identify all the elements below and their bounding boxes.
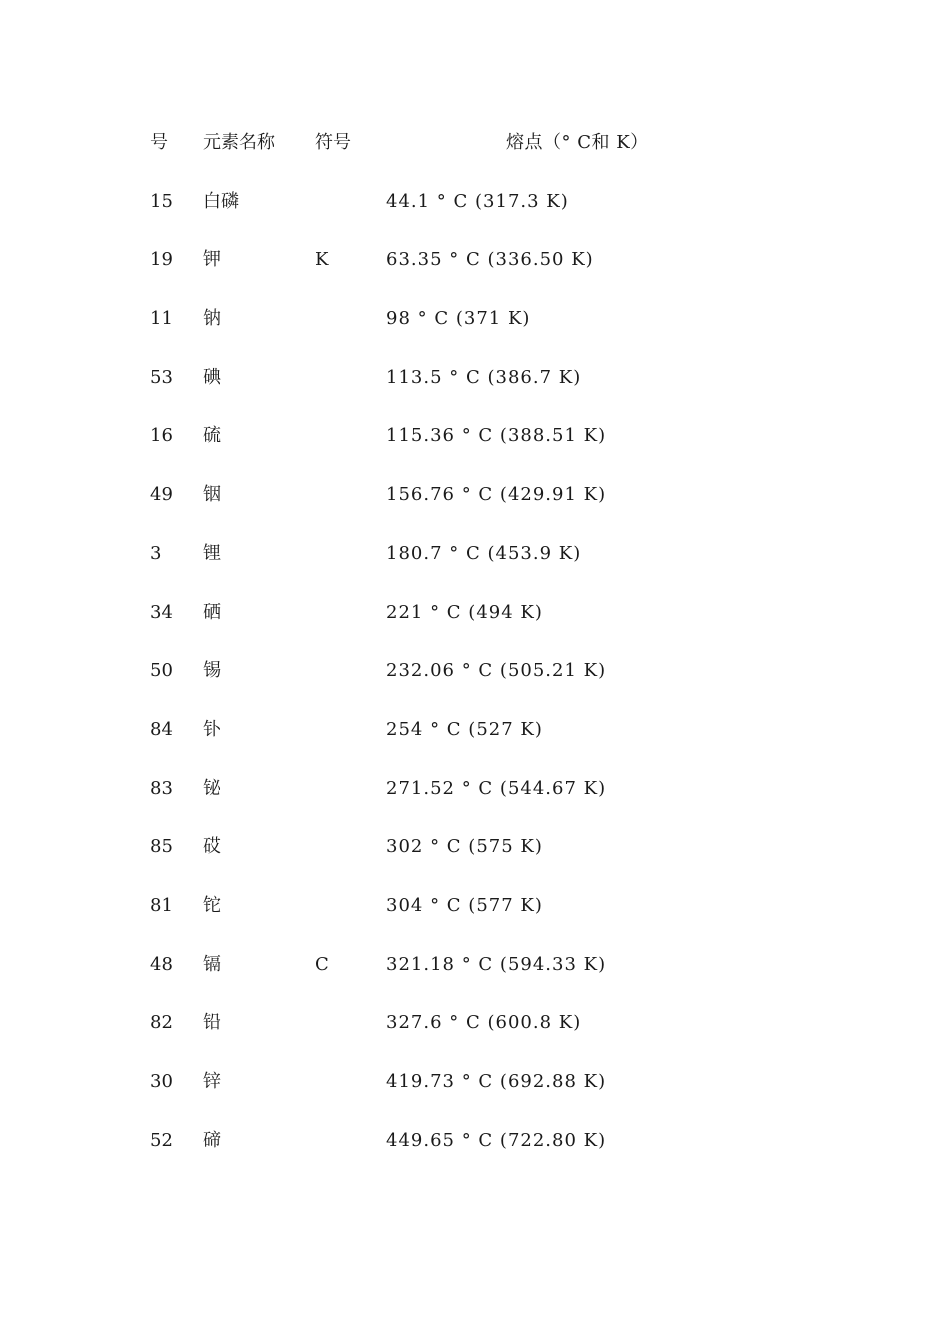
table-header [150,128,710,187]
table-row [150,1067,710,1126]
table-row [150,421,710,480]
element-name: 铋 [203,777,221,799]
element-number: 11 [150,308,173,330]
table-row [150,187,710,246]
melting-point: 98 ° C (371 K) [386,308,531,330]
element-number: 82 [150,1012,173,1034]
table-row [150,891,710,950]
element-number: 85 [150,836,173,858]
melting-point: 44.1 ° C (317.3 K) [386,190,569,212]
header-symbol: 符号 [315,132,351,153]
melting-point: 304 ° C (577 K) [386,894,543,916]
table-row [150,363,710,422]
element-number: 52 [150,1129,173,1151]
element-number: 83 [150,777,173,799]
element-name: 锡 [203,660,221,682]
melting-point: 156.76 ° C (429.91 K) [386,484,607,506]
element-name: 铊 [203,894,221,916]
element-name: 锌 [203,1071,221,1092]
element-name: 碲 [203,1129,221,1151]
element-name: 铟 [203,484,221,506]
element-number: 34 [150,601,173,623]
element-name: 白磷 [203,190,239,212]
melting-point: 302 ° C (575 K) [386,836,543,858]
element-number: 81 [150,894,173,916]
element-name: 镉 [203,953,221,975]
header-melting-point: 熔点（° C和 K） [506,132,649,153]
element-number: 30 [150,1071,173,1092]
table-row [150,1008,710,1067]
melting-point: 254 ° C (527 K) [386,718,543,740]
table-row [150,539,710,598]
table-row [150,832,710,891]
element-symbol: K [315,249,329,271]
element-number: 53 [150,366,173,388]
header-number: 号 [150,132,168,153]
table-row [150,774,710,833]
element-name: 碘 [203,366,221,388]
melting-point: 232.06 ° C (505.21 K) [386,660,607,682]
melting-point: 271.52 ° C (544.67 K) [386,777,607,799]
melting-point: 327.6 ° C (600.8 K) [386,1012,582,1034]
element-number: 16 [150,425,173,447]
element-number: 84 [150,718,173,740]
melting-point: 221 ° C (494 K) [386,601,543,623]
element-symbol: C [315,953,329,975]
element-number: 50 [150,660,173,682]
element-number: 15 [150,190,173,212]
melting-point: 113.5 ° C (386.7 K) [386,366,582,388]
element-name: 钾 [203,249,221,271]
melting-point: 419.73 ° C (692.88 K) [386,1071,607,1092]
table-row [150,950,710,1009]
melting-point-table [150,128,710,1184]
header-element-name: 元素名称 [203,132,275,153]
table-row [150,656,710,715]
element-name: 钋 [203,718,221,740]
table-row [150,480,710,539]
element-name: 砹 [203,836,221,858]
element-number: 48 [150,953,173,975]
table-row [150,1126,710,1185]
element-number: 19 [150,249,173,271]
element-name: 硫 [203,425,221,447]
melting-point: 449.65 ° C (722.80 K) [386,1129,607,1151]
melting-point: 63.35 ° C (336.50 K) [386,249,594,271]
element-name: 钠 [203,308,221,330]
element-number: 3 [150,542,162,564]
melting-point: 321.18 ° C (594.33 K) [386,953,607,975]
table-row [150,715,710,774]
table-row [150,304,710,363]
element-name: 锂 [203,542,221,564]
table-row [150,245,710,304]
element-name: 铅 [203,1012,221,1034]
element-name: 硒 [203,601,221,623]
element-number: 49 [150,484,173,506]
table-row [150,598,710,657]
melting-point: 180.7 ° C (453.9 K) [386,542,582,564]
melting-point: 115.36 ° C (388.51 K) [386,425,607,447]
